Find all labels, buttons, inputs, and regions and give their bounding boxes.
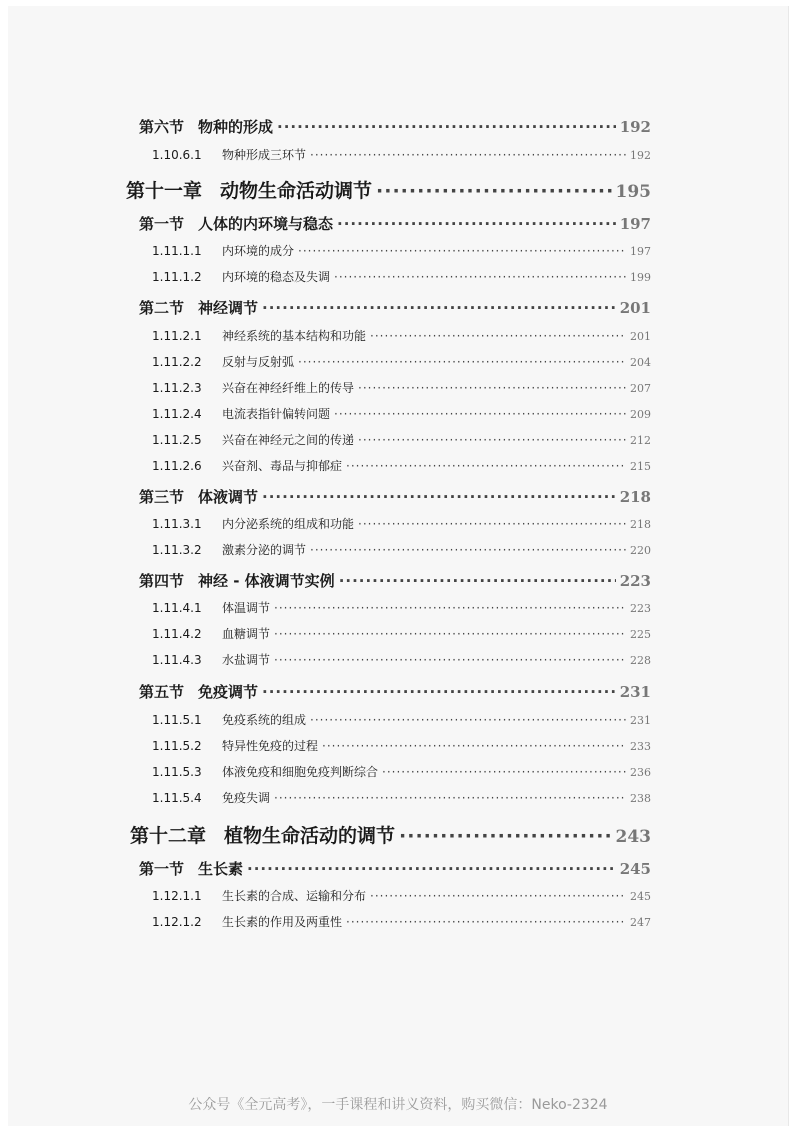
toc-leader-dots [262,683,616,701]
toc-entry-title: 体液免疫和细胞免疫判断综合 [222,765,379,779]
toc-leader-dots [399,825,611,847]
toc-entry-title: 物种形成三环节 [222,148,307,162]
toc-entry-title: 免疫调节 [198,683,259,701]
toc-entry-subsection[interactable] [152,651,651,668]
toc-leader-dots [346,915,626,929]
toc-entry-page: 231 [619,683,651,701]
toc-entry-page: 245 [630,890,651,903]
toc-entry-number: 1.11.3.2 [152,543,202,557]
toc-entry-subsection[interactable] [152,737,651,754]
toc-entry-subsection[interactable] [152,913,651,930]
toc-leader-dots [274,653,626,667]
toc-entry-title: 内环境的稳态及失调 [222,270,331,284]
toc-entry-page: 218 [630,518,651,531]
toc-entry-page: 243 [615,827,651,847]
toc-entry-subsection[interactable] [152,146,651,163]
toc-entry-title: 水盐调节 [222,653,271,667]
toc-entry-number: 1.11.5.4 [152,791,202,805]
toc-entry-number: 1.11.2.3 [152,381,202,395]
toc-entry-page: 195 [615,182,651,202]
toc-entry-section[interactable] [139,297,651,318]
toc-entry-page: 215 [630,460,651,473]
toc-entry-number: 第四节 [139,572,185,590]
toc-entry-title: 内环境的成分 [222,244,295,258]
toc-entry-page: 192 [630,149,651,162]
toc-entry-title: 反射与反射弧 [222,355,295,369]
toc-entry-title: 生长素的作用及两重性 [222,915,343,929]
toc-entry-page: 225 [630,628,651,641]
toc-entry-page: 247 [630,916,651,929]
toc-leader-dots [277,118,616,136]
toc-leader-dots [310,713,626,727]
toc-entry-chapter[interactable] [126,176,651,203]
toc-entry-number: 1.11.4.1 [152,601,202,615]
toc-entry-title: 人体的内环境与稳态 [198,215,334,233]
toc-leader-dots [382,765,626,779]
toc-entry-number: 1.11.3.1 [152,517,202,531]
toc-entry-number: 1.11.1.2 [152,270,202,284]
toc-entry-number: 1.11.5.1 [152,713,202,727]
toc-leader-dots [358,381,626,395]
toc-entry-number: 1.12.1.1 [152,889,202,903]
toc-leader-dots [370,889,626,903]
toc-entry-title: 生长素 [198,860,244,878]
toc-leader-dots [262,299,616,317]
toc-entry-title: 神经调节 [198,299,259,317]
toc-leader-dots [298,244,626,258]
toc-entry-subsection[interactable] [152,379,651,396]
toc-entry-section[interactable] [139,858,651,879]
toc-entry-page: 199 [630,271,651,284]
toc-entry-page: 223 [619,572,651,590]
toc-entry-title: 神经系统的基本结构和功能 [222,329,367,343]
toc-entry-subsection[interactable] [152,599,651,616]
toc-entry-number: 1.11.5.3 [152,765,202,779]
toc-entry-title: 兴奋在神经元之间的传递 [222,433,355,447]
toc-entry-page: 245 [619,860,651,878]
toc-leader-dots [322,739,626,753]
toc-leader-dots [310,543,626,557]
toc-entry-title: 血糖调节 [222,627,271,641]
toc-leader-dots [370,329,626,343]
toc-entry-number: 1.11.2.1 [152,329,202,343]
toc-entry-subsection[interactable] [152,515,651,532]
toc-entry-number: 1.10.6.1 [152,148,202,162]
toc-entry-number: 1.11.2.5 [152,433,202,447]
toc-entry-page: 236 [630,766,651,779]
toc-entry-number: 第十二章 [130,825,207,847]
toc-entry-page: 212 [630,434,651,447]
toc-entry-page: 192 [619,118,651,136]
toc-entry-number: 1.11.2.4 [152,407,202,421]
toc-entry-subsection[interactable] [152,353,651,370]
toc-entry-title: 兴奋剂、毒品与抑郁症 [222,459,343,473]
toc-leader-dots [334,270,626,284]
toc-entry-title: 神经 - 体液调节实例 [198,572,335,590]
toc-entry-title: 生长素的合成、运输和分布 [222,889,367,903]
toc-entry-title: 特异性免疫的过程 [222,739,319,753]
toc-leader-dots [298,355,626,369]
toc-entry-chapter[interactable] [130,821,651,848]
toc-leader-dots [274,627,626,641]
toc-entry-number: 1.12.1.2 [152,915,202,929]
toc-leader-dots [339,572,616,590]
document-page [8,6,789,1126]
toc-entry-number: 第六节 [139,118,185,136]
toc-entry-title: 免疫系统的组成 [222,713,307,727]
toc-entry-section[interactable] [139,213,651,234]
toc-entry-page: 228 [630,654,651,667]
toc-entry-title: 植物生命活动的调节 [224,825,396,847]
toc-entry-subsection[interactable] [152,457,651,474]
toc-entry-title: 内分泌系统的组成和功能 [222,517,355,531]
toc-entry-subsection[interactable] [152,405,651,422]
toc-entry-number: 1.11.1.1 [152,244,202,258]
toc-entry-title: 物种的形成 [198,118,274,136]
toc-entry-subsection[interactable] [152,242,651,259]
toc-entry-section[interactable] [139,681,651,702]
toc-entry-number: 1.11.2.2 [152,355,202,369]
toc-entry-subsection[interactable] [152,268,651,285]
toc-entry-page: 197 [619,215,651,233]
toc-entry-subsection[interactable] [152,789,651,806]
toc-leader-dots [376,180,611,202]
toc-entry-page: 233 [630,740,651,753]
toc-entry-page: 231 [630,714,651,727]
toc-entry-number: 第一节 [139,215,185,233]
toc-entry-page: 201 [630,330,651,343]
watermark-footer: 公众号《全元高考》，一手课程和讲义资料，购买微信：Neko-2324 [188,1097,608,1113]
toc-entry-page: 197 [630,245,651,258]
toc-entry-page: 218 [619,488,651,506]
toc-leader-dots [337,215,616,233]
toc-entry-subsection[interactable] [152,711,651,728]
toc-entry-section[interactable] [139,116,651,137]
toc-entry-page: 238 [630,792,651,805]
toc-entry-title: 体温调节 [222,601,271,615]
toc-entry-subsection[interactable] [152,763,651,780]
toc-entry-section[interactable] [139,486,651,507]
toc-entry-number: 第三节 [139,488,185,506]
toc-entry-title: 动物生命活动调节 [220,180,373,202]
toc-entry-number: 第十一章 [126,180,203,202]
toc-entry-subsection[interactable] [152,625,651,642]
toc-entry-subsection[interactable] [152,541,651,558]
toc-entry-number: 1.11.2.6 [152,459,202,473]
toc-leader-dots [358,517,626,531]
toc-entry-number: 1.11.5.2 [152,739,202,753]
toc-entry-section[interactable] [139,570,651,591]
toc-entry-number: 第二节 [139,299,185,317]
toc-leader-dots [274,791,626,805]
toc-entry-page: 220 [630,544,651,557]
toc-leader-dots [274,601,626,615]
toc-entry-number: 第一节 [139,860,185,878]
toc-entry-page: 209 [630,408,651,421]
toc-entry-number: 1.11.4.2 [152,627,202,641]
toc-entry-subsection[interactable] [152,887,651,904]
toc-entry-title: 体液调节 [198,488,259,506]
toc-entry-number: 第五节 [139,683,185,701]
toc-entry-page: 223 [630,602,651,615]
toc-entry-subsection[interactable] [152,327,651,344]
toc-entry-title: 电流表指针偏转问题 [222,407,331,421]
toc-entry-title: 免疫失调 [222,791,271,805]
toc-entry-number: 1.11.4.3 [152,653,202,667]
toc-leader-dots [262,488,616,506]
toc-leader-dots [346,459,626,473]
toc-leader-dots [310,148,626,162]
toc-entry-page: 201 [619,299,651,317]
toc-entry-title: 激素分泌的调节 [222,543,307,557]
toc-entry-title: 兴奋在神经纤维上的传导 [222,381,355,395]
toc-entry-page: 207 [630,382,651,395]
toc-leader-dots [247,860,616,878]
toc-leader-dots [334,407,626,421]
toc-entry-subsection[interactable] [152,431,651,448]
toc-entry-page: 204 [630,356,651,369]
toc-leader-dots [358,433,626,447]
